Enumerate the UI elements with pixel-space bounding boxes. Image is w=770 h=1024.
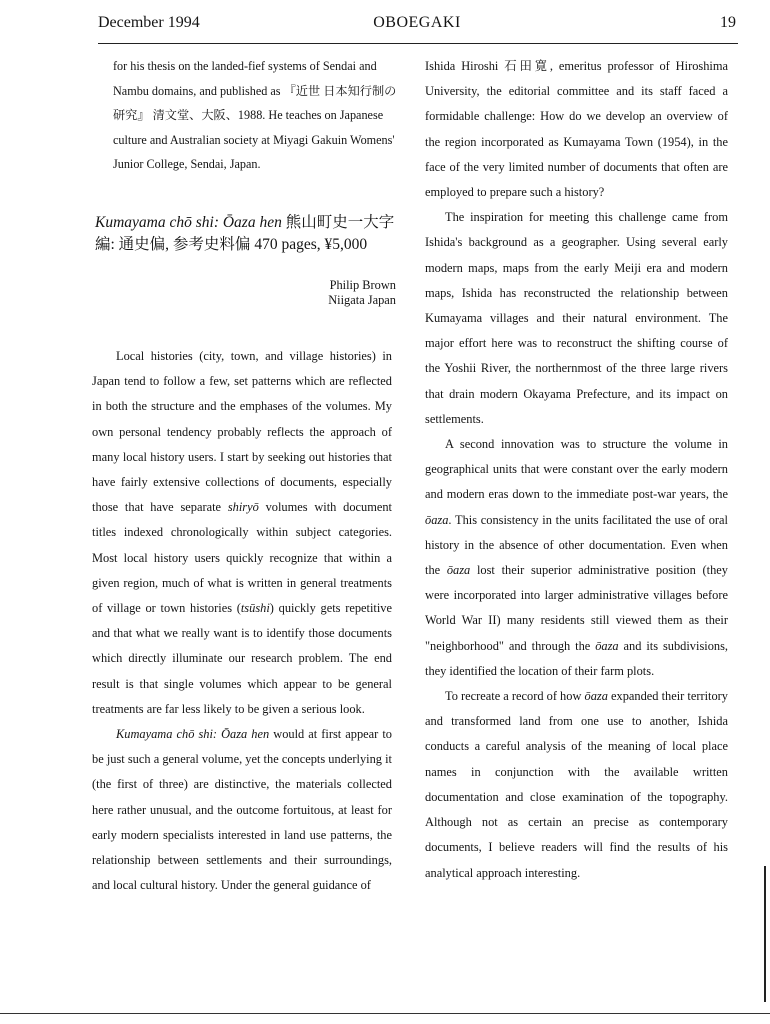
paragraph: Local histories (city, town, and village histories) in Japan tend to follow a few, set patterns which are reflected in both the structure and the emphases of the volumes. My own personal tendency probably reflects the approach of many local history users. I start by seeking out histories that have fairly extensive collections of documents, especially those that have separate shiryō volumes with document titles indexed chronologically within subject categories. Most local history users quickly recognize that within a given region, much of what is written in general treatments of village or town histories (tsūshi) quickly gets repetitive and that what we really want is to identify those documents which directly illuminate our research problem. The end result is that single volumes which appear to be general treatments are far less likely to be given a serious look. xyxy=(92,349,392,716)
author-bio xyxy=(113,54,400,177)
paragraph: A second innovation was to structure the volume in geographical units that were constant over the early modern and modern eras down to the immediate post-war years, the ōaza. This consistency in the units facilitated the use of oral history in the absence of other documentation. Even when the ōaza lost their superior administrative position (they were incorporated into larger administrative villages before World War II) many residents still viewed them as their "neighborhood" and through the ōaza and its subdivisions, they identified the location of their farm plots. xyxy=(425,437,729,678)
footer-rule xyxy=(0,1013,770,1014)
reviewer-byline xyxy=(300,278,396,308)
paragraph: The inspiration for meeting this challenge came from Ishida's background as a geographer. Using several early modern maps, maps from the early Meiji era and modern maps, Ishida has reconstructed the relationship between Kumayama villages and their natural environment. The major effort here was to reconstruct the shifting course of the Yoshii River, the northernmost of the three large rivers that drain modern Okayama Prefecture, and its impact on settlements. xyxy=(425,210,728,426)
reviewer-name: Philip Brown xyxy=(329,278,396,292)
journal-name: OBOEGAKI xyxy=(373,14,461,31)
right-column xyxy=(425,54,728,886)
scan-edge-mark xyxy=(764,866,766,1002)
paragraph: Kumayama chō shi: Ōaza hen would at first appear to be just such a general volume, yet the concepts underlying it (the first of three) are distinctive, the materials collected here rather unusual, and the outcome fortuitous, at least for early modern specialists interested in land use patterns, the relationship between settlements and their surroundings, and local cultural history. Under the general guidance of xyxy=(92,727,392,893)
reviewer-location: Niigata Japan xyxy=(328,293,396,307)
issue-date: December 1994 xyxy=(98,14,200,31)
left-column xyxy=(92,344,392,898)
paragraph: To recreate a record of how ōaza expanded their territory and transformed land from one use to another, Ishida conducts a careful analysis of the meaning of local place names in conjunction with the available written documentation and close examination of the topography. Although not as certain an precise as contemporary documents, I believe readers will find the results of his analytical approach interesting. xyxy=(425,689,728,880)
page-number: 19 xyxy=(720,14,736,31)
bio-paragraph: for his thesis on the landed-fief systems of Sendai and Nambu domains, and published as 『近世 日本知行制の研究』 清文堂、大阪、1988. He teaches on Japanese culture and Australian society at Miyagi Gakuin Womens' Junior College, Sendai, Japan. xyxy=(113,59,397,172)
running-header xyxy=(98,14,736,38)
paragraph: Ishida Hiroshi 石田寛, emeritus professor of Hiroshima University, the editorial committee and its staff faced a formidable challenge: How do we develop an overview of the region incorporated as Kumayama Town (1954), in the face of the very limited number of documents that often are employed to prepare such a history? xyxy=(425,59,728,200)
book-title: Kumayama chō shi: Ōaza hen xyxy=(95,214,282,231)
header-rule xyxy=(98,43,738,44)
book-title-kanji: 熊山町史一大字編: 通史偏, 参考史料偏 xyxy=(95,214,395,253)
review-heading xyxy=(95,212,400,256)
book-details: 470 pages, ¥5,000 xyxy=(250,236,368,253)
